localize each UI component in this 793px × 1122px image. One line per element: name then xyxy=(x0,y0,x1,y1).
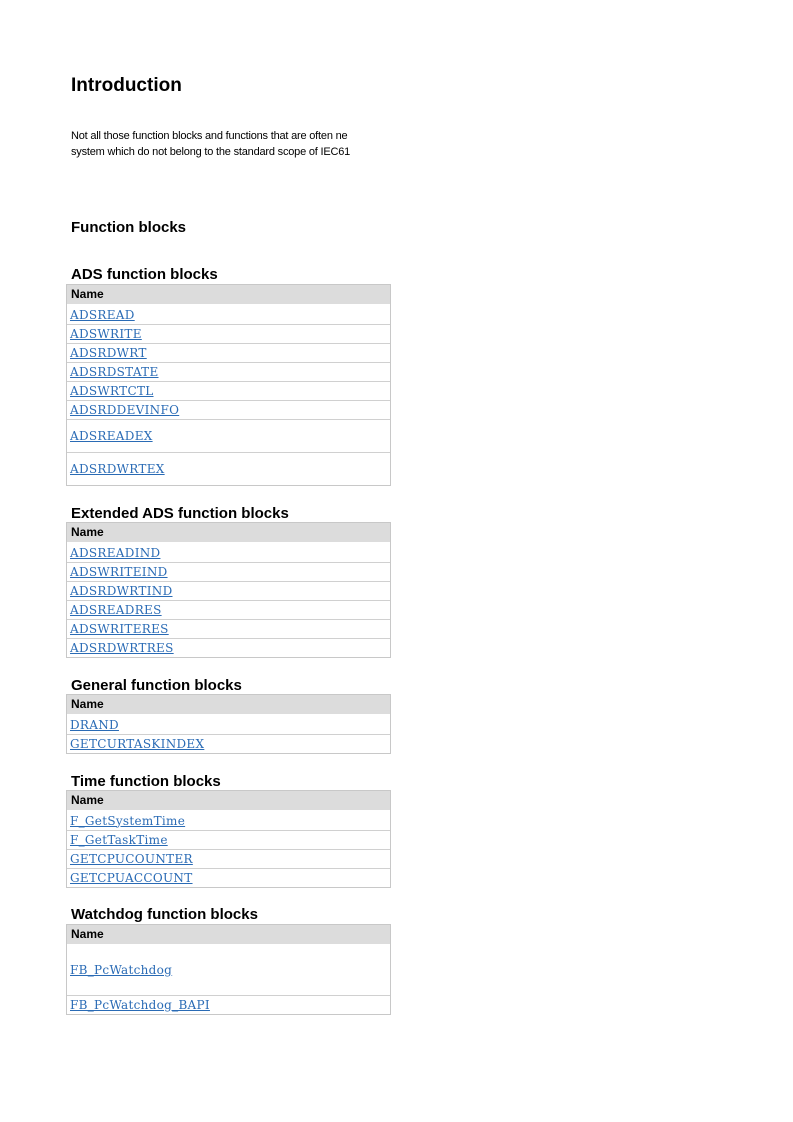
link-getcpucounter[interactable]: GETCPUCOUNTER xyxy=(70,852,193,866)
link-adsreadind[interactable]: ADSREADIND xyxy=(70,545,161,560)
table-body xyxy=(67,945,390,1014)
ads-section-title: ADS function blocks xyxy=(71,266,218,283)
table-row xyxy=(67,419,390,452)
table-body xyxy=(67,543,390,657)
link-adswriteind[interactable]: ADSWRITEIND xyxy=(70,565,168,579)
intro-line-1: Not all those function blocks and functions that are often ne xyxy=(71,130,348,142)
link-f-gettasktime[interactable]: F_GetTaskTime xyxy=(70,833,168,847)
table-body xyxy=(67,811,390,887)
link-getcurtaskindex[interactable]: GETCURTASKINDEX xyxy=(70,737,205,751)
time-function-blocks-table xyxy=(66,790,391,888)
table-body xyxy=(67,305,390,485)
ads-function-blocks-table xyxy=(66,284,391,486)
column-header-name: Name xyxy=(67,285,390,305)
table-row xyxy=(67,715,390,734)
column-header-name: Name xyxy=(67,925,390,945)
table-row xyxy=(67,562,390,581)
link-adsrdstate[interactable]: ADSRDSTATE xyxy=(70,365,159,379)
table-row xyxy=(67,324,390,343)
column-header-name: Name xyxy=(67,791,390,811)
link-adsrdwrt[interactable]: ADSRDWRT xyxy=(70,346,147,360)
link-adsrdwrtres[interactable]: ADSRDWRTRES xyxy=(70,641,174,655)
general-function-blocks-table xyxy=(66,694,391,754)
table-row xyxy=(67,543,390,562)
link-f-getsystemtime[interactable]: F_GetSystemTime xyxy=(70,813,186,828)
table-row xyxy=(67,581,390,600)
table-row xyxy=(67,362,390,381)
section-heading-function-blocks: Function blocks xyxy=(71,219,187,236)
general-section-title: General function blocks xyxy=(71,677,242,694)
link-getcpuaccount[interactable]: GETCPUACCOUNT xyxy=(70,871,193,885)
link-adsread[interactable]: ADSREAD xyxy=(70,307,135,322)
table-row xyxy=(67,868,390,887)
table-row xyxy=(67,381,390,400)
link-drand[interactable]: DRAND xyxy=(70,717,119,732)
link-fb-pcwatchdog-bapi[interactable]: FB_PcWatchdog_BAPI xyxy=(70,998,210,1012)
table-row xyxy=(67,811,390,830)
table-row xyxy=(67,638,390,657)
link-adsreadex[interactable]: ADSREADEX xyxy=(70,429,153,443)
table-row xyxy=(67,452,390,485)
column-header-name: Name xyxy=(67,695,390,715)
intro-paragraph xyxy=(71,128,390,162)
table-row xyxy=(67,400,390,419)
link-adsrddevinfo[interactable]: ADSRDDEVINFO xyxy=(70,403,180,417)
table-row xyxy=(67,734,390,753)
extended-ads-function-blocks-table xyxy=(66,522,391,658)
link-adsrdwrtex[interactable]: ADSRDWRTEX xyxy=(70,462,165,476)
table-row xyxy=(67,305,390,324)
link-adsreadres[interactable]: ADSREADRES xyxy=(70,603,162,617)
intro-line-2: system which do not belong to the standard scope of IEC61 xyxy=(71,146,351,158)
table-row xyxy=(67,619,390,638)
link-adswriteres[interactable]: ADSWRITERES xyxy=(70,622,169,636)
table-row xyxy=(67,600,390,619)
time-section-title: Time function blocks xyxy=(71,773,221,790)
page-title: Introduction xyxy=(71,75,182,96)
link-adswrite[interactable]: ADSWRITE xyxy=(70,327,142,341)
table-row xyxy=(67,343,390,362)
table-row xyxy=(67,995,390,1014)
table-row xyxy=(67,849,390,868)
link-adsrdwrtind[interactable]: ADSRDWRTIND xyxy=(70,584,173,598)
table-body xyxy=(67,715,390,753)
watchdog-function-blocks-table xyxy=(66,924,391,1015)
table-row xyxy=(67,945,390,995)
link-fb-pcwatchdog[interactable]: FB_PcWatchdog xyxy=(70,963,173,977)
extended-ads-section-title: Extended ADS function blocks xyxy=(71,505,289,522)
watchdog-section-title: Watchdog function blocks xyxy=(71,906,258,923)
link-adswrtctl[interactable]: ADSWRTCTL xyxy=(70,384,154,398)
table-row xyxy=(67,830,390,849)
column-header-name: Name xyxy=(67,523,390,543)
